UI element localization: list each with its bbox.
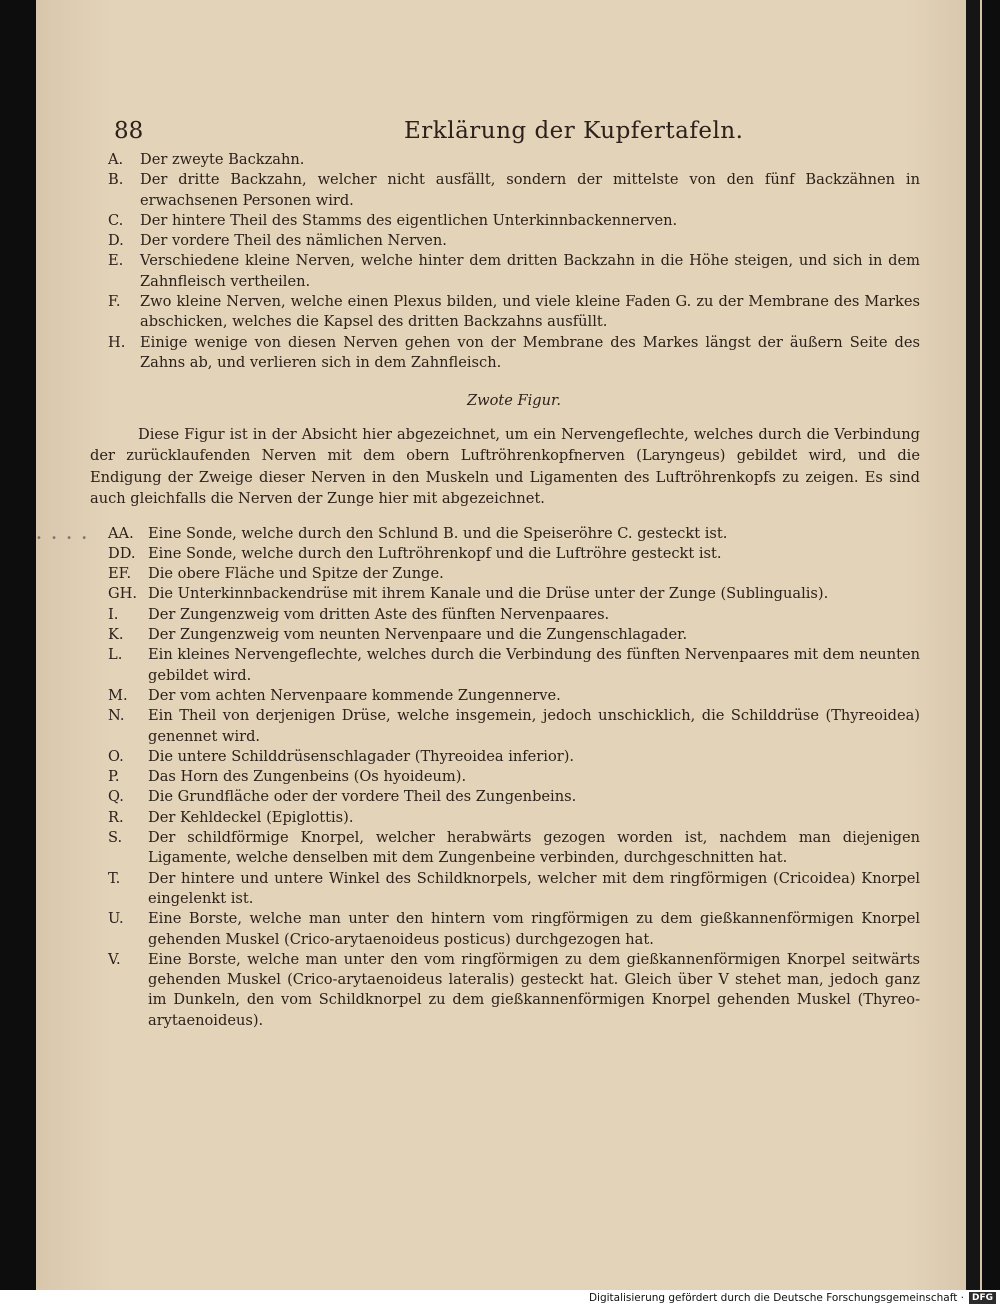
legend-key: N.	[108, 707, 125, 725]
legend-text: Die obere Fläche und Spitze der Zunge.	[148, 565, 444, 583]
legend-entry	[108, 706, 920, 747]
legend-text: Ein Theil von derjenigen Drüse, welche insgemein, jedoch unschicklich, die Schilddrüse (Thyreoidea) genennet wird.	[148, 707, 920, 745]
legend-entry	[108, 292, 920, 333]
legend-text: Der zweyte Backzahn.	[140, 151, 305, 168]
legend-entry	[108, 747, 920, 767]
legend-entry	[108, 645, 920, 686]
legend-key: F.	[108, 293, 121, 311]
legend-key: I.	[108, 605, 119, 623]
legend-text: Ein kleines Nervengeflechte, welches durch die Verbindung des fünften Nervenpaares mit dem neunten gebildet wird.	[148, 646, 920, 684]
legend-text: Eine Borste, welche man unter den hintern vom ringförmigen zu dem gießkannenförmigen Knorpel gehenden Muskel (Crico-arytaenoideus posticus) durchgezogen hat.	[148, 910, 920, 948]
legend-key: R.	[108, 808, 124, 826]
page-body	[90, 150, 920, 1031]
legend-entry	[108, 625, 920, 645]
legend-key: T.	[108, 869, 121, 887]
legend-text: Der vordere Theil des nämlichen Nerven.	[140, 232, 447, 250]
legend-text: Verschiedene kleine Nerven, welche hinter dem dritten Backzahn in die Höhe steigen, und sich in dem Zahnfleisch vertheilen.	[140, 252, 920, 290]
legend-key: K.	[108, 626, 124, 644]
legend-entry	[108, 564, 920, 584]
legend-text: Der Kehldeckel (Epiglottis).	[148, 808, 354, 826]
legend-text: Der dritte Backzahn, welcher nicht ausfällt, sondern der mittelste von den fünf Backzähnen in erwachsenen Personen wird.	[140, 171, 920, 209]
legend-key: Q.	[108, 788, 124, 806]
legend-key: DD.	[108, 544, 136, 562]
legend-entry	[108, 170, 920, 211]
legend-entry	[108, 150, 920, 170]
legend-entry	[108, 787, 920, 807]
legend-entry	[108, 808, 920, 828]
legend-entry	[108, 231, 920, 251]
legend-text: Der Zungenzweig vom neunten Nervenpaare und die Zungenschlagader.	[148, 626, 688, 644]
legend-key: V.	[108, 950, 121, 968]
legend-key: A.	[108, 151, 124, 168]
legend-text: Der vom achten Nervenpaare kommende Zungennerve.	[148, 686, 561, 704]
legend-entry	[108, 605, 920, 625]
legend-key: E.	[108, 252, 124, 270]
legend-entry	[108, 251, 920, 292]
scan-edge-marks: • • • •	[36, 533, 91, 544]
legend-text: Eine Sonde, welche durch den Luftröhrenkopf und die Luftröhre gesteckt ist.	[148, 544, 722, 562]
legend-text: Der Zungenzweig vom dritten Aste des fünften Nervenpaares.	[148, 605, 610, 623]
scan-right-edge	[966, 0, 980, 1290]
legend-list-first-figure	[108, 150, 920, 373]
legend-key: GH.	[108, 585, 138, 603]
legend-text: Der hintere und untere Winkel des Schildknorpels, welcher mit dem ringförmigen (Cricoidea) Knorpel eingelenkt ist.	[148, 869, 920, 907]
legend-key: U.	[108, 910, 124, 928]
section-heading: Zwote Figur.	[466, 392, 562, 410]
legend-list-second-figure	[108, 524, 920, 1031]
funding-credit: Digitalisierung gefördert durch die Deutsche Forschungsgemeinschaft ·	[588, 1292, 964, 1304]
legend-entry	[108, 909, 920, 950]
legend-entry	[108, 211, 920, 231]
legend-entry	[108, 869, 920, 910]
legend-entry	[108, 950, 920, 1031]
legend-entry	[108, 524, 920, 544]
legend-text: Einige wenige von diesen Nerven gehen von der Membrane des Markes längst der äußern Seite des Zahns ab, und verlieren sich in dem Zahnfleisch.	[140, 333, 920, 371]
legend-text: Die untere Schilddrüsenschlagader (Thyreoidea inferior).	[148, 747, 575, 765]
legend-entry	[108, 544, 920, 564]
legend-key: B.	[108, 171, 124, 189]
legend-key: EF.	[108, 565, 132, 583]
dfg-logo: DFG	[969, 1292, 996, 1304]
footer-bar	[0, 1290, 1000, 1307]
legend-text: Der schildförmige Knorpel, welcher herabwärts gezogen worden ist, nachdem man diejenigen Ligamente, welche denselben mit dem Zungenbeine verbinden, durchgeschnitten hat.	[148, 829, 920, 867]
legend-entry	[108, 828, 920, 869]
legend-entry	[108, 333, 920, 374]
legend-text: Zwo kleine Nerven, welche einen Plexus bilden, und viele kleine Faden G. zu der Membrane des Markes abschicken, welches die Kapsel des dritten Backzahns ausfüllt.	[140, 293, 920, 331]
legend-key: P.	[108, 768, 120, 786]
legend-text: Eine Borste, welche man unter den vom ringförmigen zu dem gießkannenförmigen Knorpel seitwärts gehenden Muskel (Crico-arytaenoideus lateralis) gesteckt hat. Gleich über V stehet man, jedoch ganz im Dunkeln, den vom Schildknorpel zu dem gießkannenförmigen Knorpel gehenden Muskel (Thyreo-arytaenoideus).	[148, 950, 920, 1029]
legend-text: Die Unterkinnbackendrüse mit ihrem Kanale und die Drüse unter der Zunge (Sublingualis).	[148, 585, 829, 603]
legend-key: C.	[108, 211, 124, 229]
legend-text: Eine Sonde, welche durch den Schlund B. und die Speiseröhre C. gesteckt ist.	[148, 524, 728, 542]
legend-text: Die Grundfläche oder der vordere Theil des Zungenbeins.	[148, 788, 577, 806]
legend-entry	[108, 767, 920, 787]
legend-key: AA.	[108, 524, 134, 542]
page-header	[114, 112, 966, 152]
legend-key: S.	[108, 829, 123, 847]
legend-entry	[108, 584, 920, 604]
legend-key: H.	[108, 333, 126, 351]
legend-key: D.	[108, 232, 124, 250]
legend-key: L.	[108, 646, 123, 664]
legend-key: O.	[108, 747, 124, 765]
intro-paragraph: Diese Figur ist in der Absicht hier abgezeichnet, um ein Nervengeflechte, welches durch die Verbindung der zurücklaufenden Nerven mit dem obern Luftröhrenkopfnerven (Laryngeus) gebildet wird, und die Endigung der Zweige dieser Nerven in den Muskeln und Ligamenten des Luftröhrenkopfs zu zeigen. Es sind auch gleichfalls die Nerven der Zunge hier mit abgezeichnet.	[90, 425, 920, 508]
legend-text: Der hintere Theil des Stamms des eigentlichen Unterkinnbackennerven.	[140, 211, 678, 229]
legend-key: M.	[108, 686, 128, 704]
running-head: Erklärung der Kupfertafeln.	[404, 118, 744, 144]
page-number: 88	[114, 118, 144, 144]
legend-text: Das Horn des Zungenbeins (Os hyoideum).	[148, 768, 467, 786]
legend-entry	[108, 686, 920, 706]
